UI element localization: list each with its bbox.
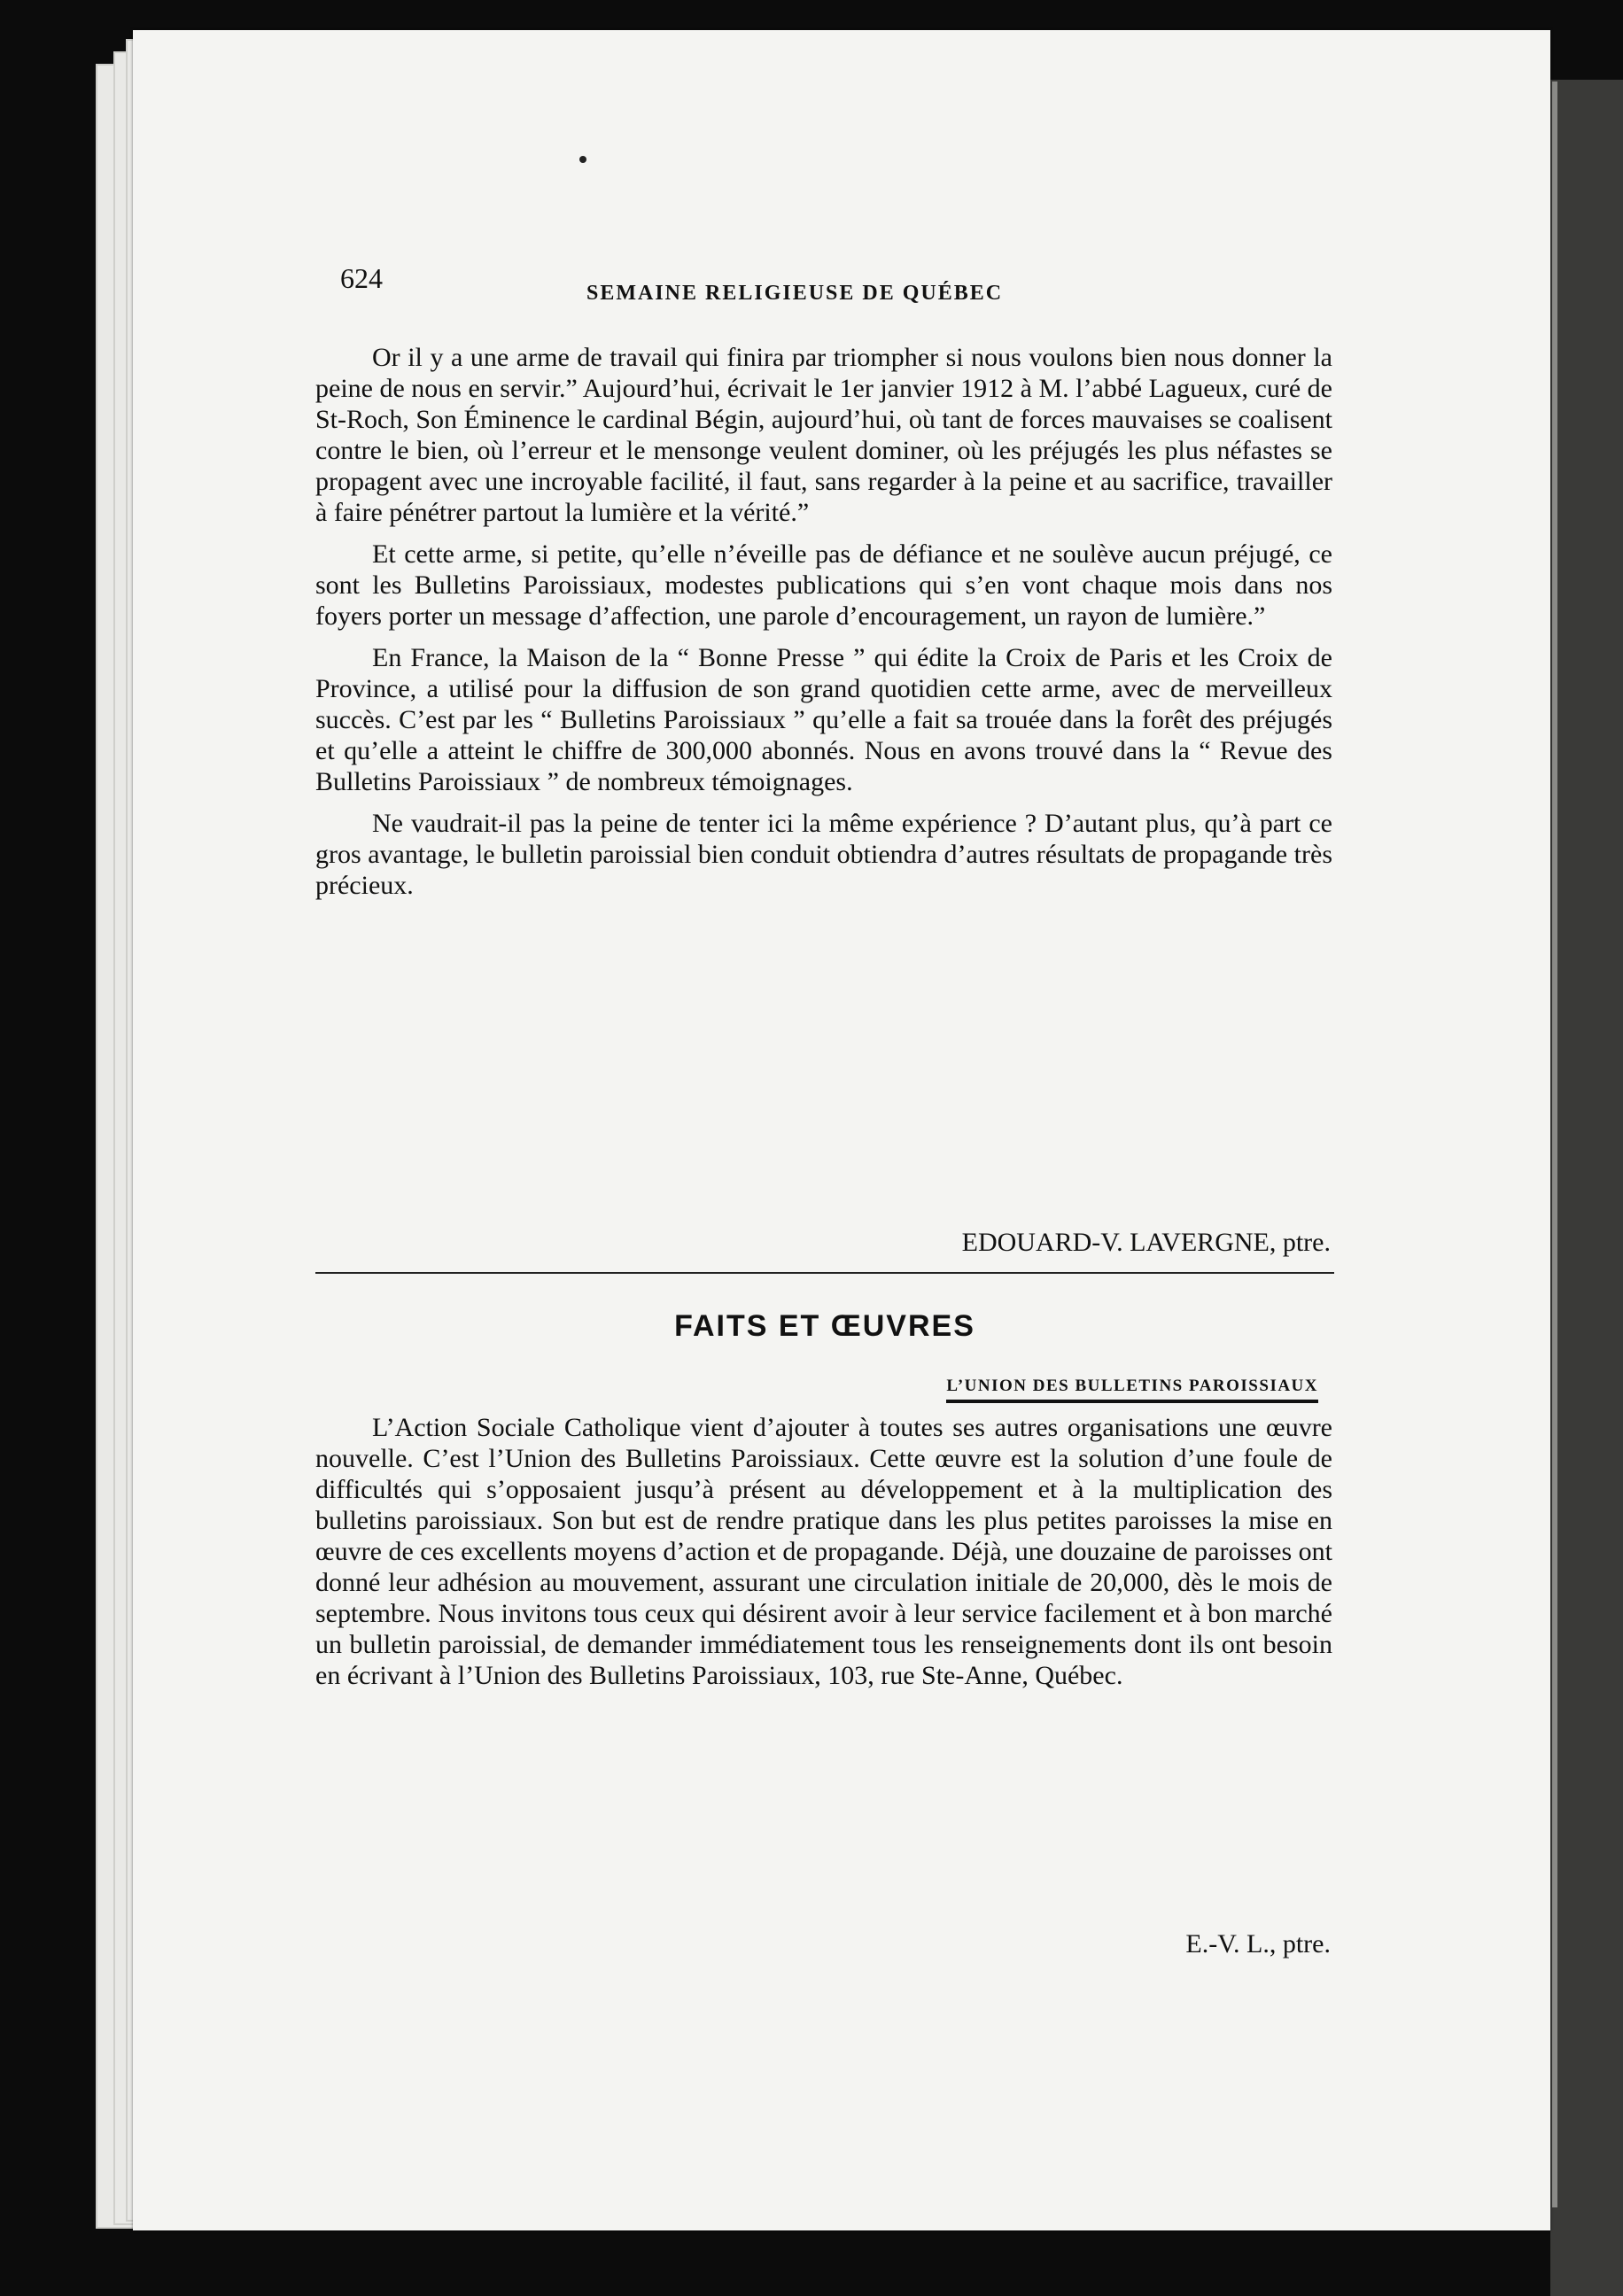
article-subtitle: L’UNION DES BULLETINS PAROISSIAUX xyxy=(946,1377,1318,1403)
running-title: SEMAINE RELIGIEUSE DE QUÉBEC xyxy=(586,282,1004,305)
article-body xyxy=(315,1412,1332,1702)
paragraph: L’Action Sociale Catholique vient d’ajouter à toutes ses autres organisations une œuvre nouvelle. C’est l’Union des Bulletins Paroissiaux. Cette œuvre est la solution d’une foule de difficultés qui s’opposaient jusqu’à présent au développement et à la multiplication des bulletins paroissiaux. Son but est de rendre pratique dans les plus petites paroisses la mise en œuvre de ces excellents moyens d’action et de propagande. Déjà, une douzaine de paroisses ont donné leur adhésion au mouvement, assurant une circulation initiale de 20,000, dès le mois de septembre. Nous invitons tous ceux qui désirent avoir à leur service facilement et à bon marché un bulletin paroissial, de demander immédiatement tous les renseignements dont ils ont besoin en écrivant à l’Union des Bulletins Paroissiaux, 103, rue Ste-Anne, Québec. xyxy=(315,1413,1332,1690)
paragraph: Ne vaudrait-il pas la peine de tenter ici la même expérience ? D’autant plus, qu’à part ce gros avantage, le bulletin paroissial bien conduit obtiendra d’autres résultats de propagande très précieux. xyxy=(315,809,1332,900)
paragraph: En France, la Maison de la “ Bonne Presse ” qui édite la Croix de Paris et les Croix de Province, a utilisé pour la diffusion de son grand quotidien cette arme, avec de merveilleux succès. C’est par les “ Bulletins Paroissiaux ” qu’elle a fait sa trouée dans la forêt des préjugés et qu’elle a atteint le chiffre de 300,000 abonnés. Nous en avons trouvé dans la “ Revue des Bulletins Paroissiaux ” de nombreux témoignages. xyxy=(315,643,1332,796)
book-edge-stripe xyxy=(1552,81,1557,2207)
section-title: FAITS ET ŒUVRES xyxy=(674,1309,975,1343)
page-number: 624 xyxy=(340,262,383,294)
paragraph: Or il y a une arme de travail qui finira par triompher si nous voulons bien nous donner la peine de nous en servir.” Aujourd’hui, écrivait le 1er janvier 1912 à M. l’abbé Lagueux, curé de St-Roch, Son Éminence le cardinal Bégin, aujourd’hui, où tant de forces mauvaises se coalisent contre le bien, où l’erreur et le mensonge veulent dominer, où les préjugés les plus néfastes se propagent avec une incroyable facilité, il faut, sans regarder à la peine et au sacrifice, travailler à faire pénétrer partout la lumière et la vérité.” xyxy=(315,343,1333,527)
paragraph: Et cette arme, si petite, qu’elle n’éveille pas de défiance et ne soulève aucun préjugé, ce sont les Bulletins Paroissiaux, modestes publications qui s’en vont chaque mois dans nos foyers porter un message d’affection, une parole d’encouragement, un rayon de lumière.” xyxy=(315,539,1332,631)
author-signature: E.-V. L., ptre. xyxy=(1185,1929,1331,1959)
ink-dot xyxy=(579,156,586,163)
section-divider xyxy=(315,1272,1334,1274)
book-edge xyxy=(1550,80,1623,2296)
article-body xyxy=(315,342,1332,911)
author-signature: EDOUARD-V. LAVERGNE, ptre. xyxy=(961,1228,1331,1257)
